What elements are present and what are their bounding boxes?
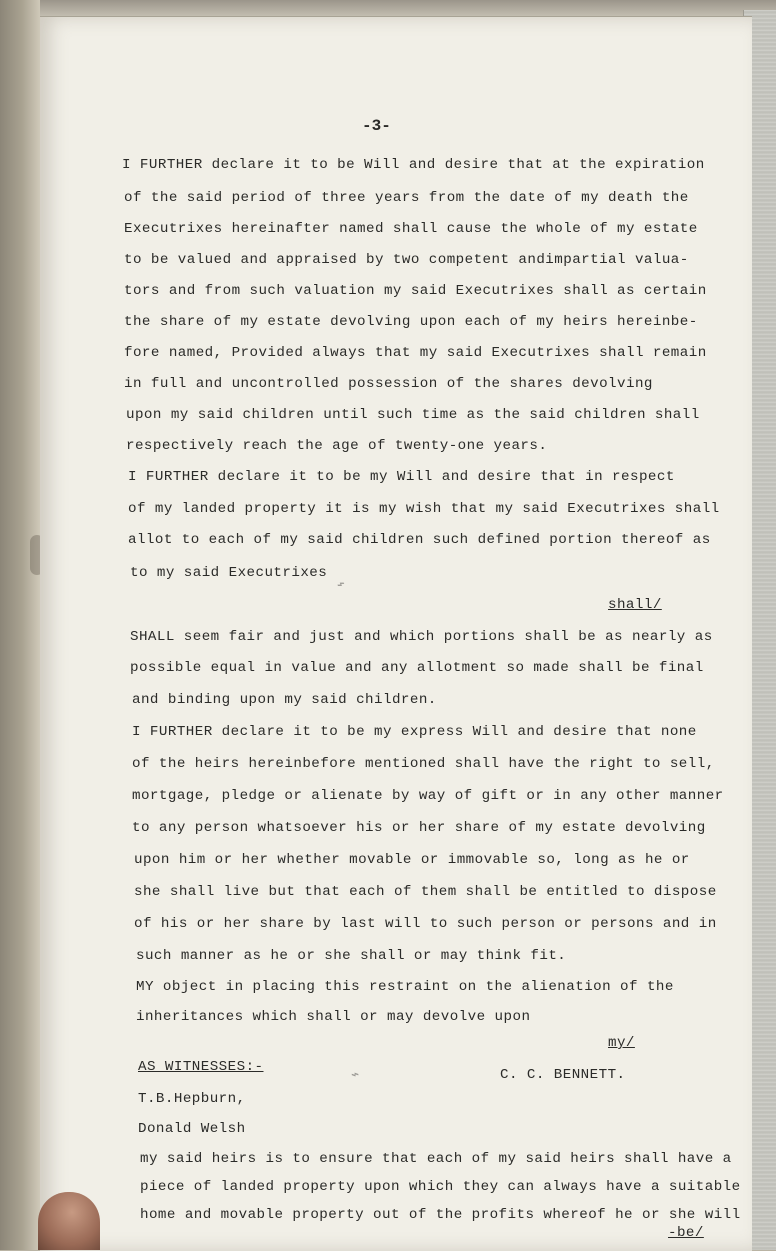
text-line: inheritances which shall or may devolve upon [136, 1009, 531, 1025]
text-line: fore named, Provided always that my said Executrixes shall remain [124, 345, 707, 361]
text-line: the share of my estate devolving upon each of my heirs hereinbe- [124, 314, 698, 330]
text-line: home and movable property out of the profits whereof he or she will [140, 1207, 741, 1223]
text-line: in full and uncontrolled possession of the shares devolving [124, 376, 653, 392]
witnesses-heading: AS WITNESSES:- [138, 1059, 264, 1075]
signatory-name: C. C. BENNETT. [500, 1067, 626, 1083]
text-line: piece of landed property upon which they can always have a suitable [140, 1179, 741, 1195]
text-line: upon my said children until such time as the said children shall [126, 407, 700, 423]
pencil-annotation: ⌁ [348, 1066, 361, 1084]
text-line: of the said period of three years from the date of my death the [124, 190, 689, 206]
text-line: Executrixes hereinafter named shall cause the whole of my estate [124, 221, 698, 237]
document-page [40, 16, 752, 1251]
text-line: of his or her share by last will to such person or persons and in [134, 916, 717, 932]
text-line: to be valued and appraised by two competent andimpartial valua- [124, 252, 689, 268]
catchword: -be/ [668, 1225, 704, 1241]
page-number: -3- [362, 117, 391, 135]
text-line: tors and from such valuation my said Executrixes shall as certain [124, 283, 707, 299]
text-line: she shall live but that each of them shall be entitled to dispose [134, 884, 717, 900]
text-line: allot to each of my said children such defined portion thereof as [128, 532, 711, 548]
text-line: possible equal in value and any allotment so made shall be final [130, 660, 704, 676]
text-line: of my landed property it is my wish that my said Executrixes shall [128, 501, 720, 517]
text-line: such manner as he or she shall or may think fit. [136, 948, 567, 964]
text-line: I FURTHER declare it to be my express Will and desire that none [132, 724, 697, 740]
text-line: to any person whatsoever his or her share of my estate devolving [132, 820, 706, 836]
text-line: I FURTHER declare it to be my Will and desire that in respect [128, 469, 675, 485]
text-line: SHALL seem fair and just and which portions shall be as nearly as [130, 629, 713, 645]
thumb [38, 1192, 100, 1250]
text-line: respectively reach the age of twenty-one years. [126, 438, 548, 454]
text-line: of the heirs hereinbefore mentioned shall have the right to sell, [132, 756, 715, 772]
text-line: my said heirs is to ensure that each of my said heirs shall have a [140, 1151, 732, 1167]
catchword: my/ [608, 1035, 635, 1051]
binding-shadow [0, 0, 40, 1250]
text-line: I FURTHER declare it to be Will and desire that at the expiration [122, 157, 705, 173]
catchword: shall/ [608, 597, 662, 613]
text-line: to my said Executrixes [130, 565, 328, 581]
text-line: mortgage, pledge or alienate by way of gift or in any other manner [132, 788, 724, 804]
text-line: MY object in placing this restraint on the alienation of the [136, 979, 674, 995]
text-line: and binding upon my said children. [132, 692, 437, 708]
pencil-annotation: ⌁ [332, 576, 349, 594]
witness-name: T.B.Hepburn, [138, 1091, 246, 1107]
witness-name: Donald Welsh [138, 1121, 246, 1137]
text-line: upon him or her whether movable or immovable so, long as he or [134, 852, 690, 868]
